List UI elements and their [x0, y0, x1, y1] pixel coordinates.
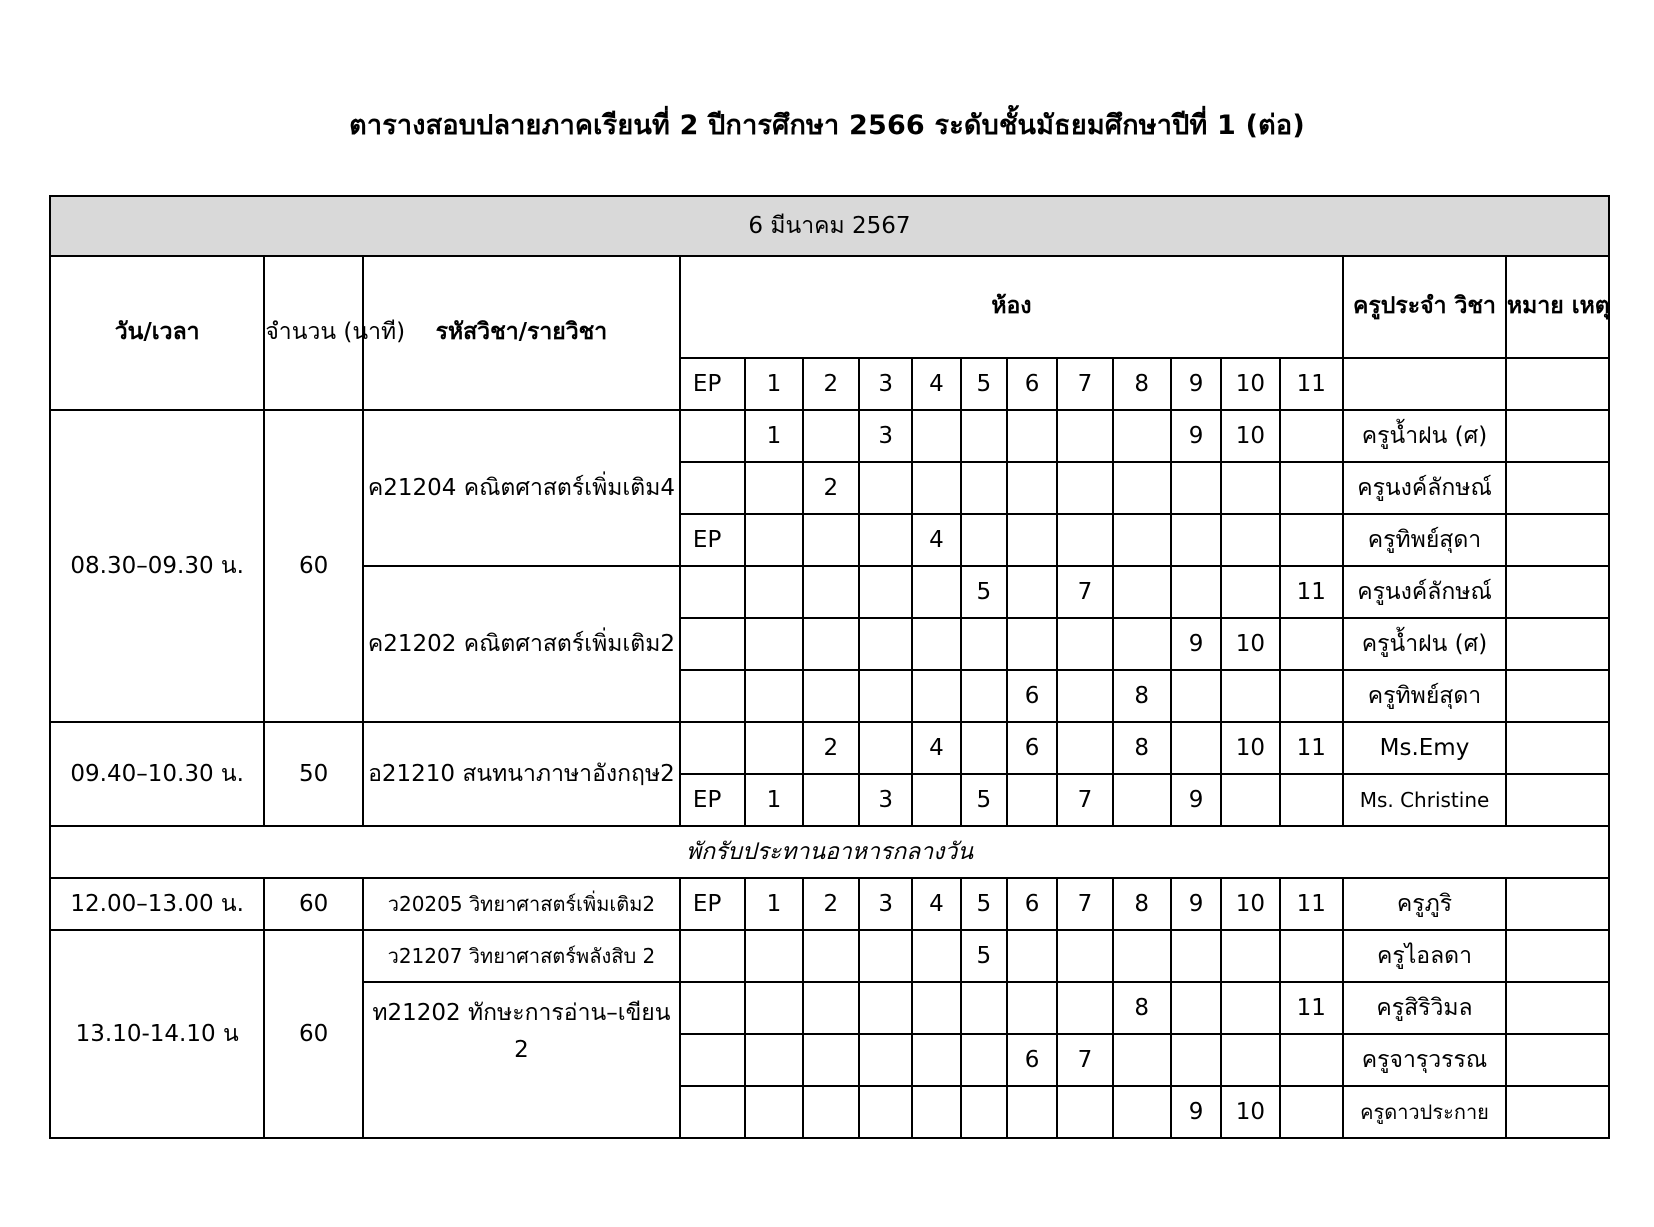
exam-schedule-table	[49, 195, 1610, 1139]
header-room-5: 5	[961, 358, 1007, 410]
room-cell-10	[1221, 514, 1279, 566]
room-cell-2	[803, 566, 859, 618]
room-cell-2	[803, 930, 859, 982]
note-cell	[1506, 774, 1609, 826]
room-cell-2: 2	[803, 722, 859, 774]
subject-name: ว20205 วิทยาศาสตร์เพิ่มเติม2	[363, 878, 680, 930]
room-cell-ep	[680, 1086, 745, 1138]
room-cell-6	[1007, 774, 1057, 826]
room-cell-7	[1057, 930, 1112, 982]
room-cell-5	[961, 1086, 1007, 1138]
room-cell-4: 4	[912, 722, 960, 774]
room-cell-9: 9	[1171, 878, 1221, 930]
room-cell-10	[1221, 774, 1279, 826]
room-cell-10: 10	[1221, 878, 1279, 930]
room-cell-2: 2	[803, 462, 859, 514]
room-cell-10	[1221, 982, 1279, 1034]
room-cell-4	[912, 930, 960, 982]
header-room-4: 4	[912, 358, 960, 410]
room-cell-3	[859, 930, 912, 982]
room-cell-10	[1221, 566, 1279, 618]
room-cell-3	[859, 1086, 912, 1138]
header-teacher: ครูประจำ วิชา	[1343, 256, 1506, 358]
room-cell-1	[745, 566, 802, 618]
note-cell	[1506, 722, 1609, 774]
teacher-name: ครูไอลดา	[1343, 930, 1506, 982]
room-cell-ep	[680, 722, 745, 774]
room-cell-ep: EP	[680, 774, 745, 826]
room-cell-2	[803, 410, 859, 462]
room-cell-10	[1221, 1034, 1279, 1086]
room-cell-3	[859, 566, 912, 618]
room-cell-2	[803, 514, 859, 566]
note-cell	[1506, 1086, 1609, 1138]
room-cell-3: 3	[859, 774, 912, 826]
exam-duration: 60	[264, 878, 363, 930]
room-cell-4	[912, 566, 960, 618]
exam-date: 6 มีนาคม 2567	[50, 196, 1609, 256]
room-cell-2	[803, 774, 859, 826]
room-cell-2	[803, 1086, 859, 1138]
room-cell-5: 5	[961, 566, 1007, 618]
room-cell-9	[1171, 1034, 1221, 1086]
room-cell-ep	[680, 410, 745, 462]
room-cell-4	[912, 410, 960, 462]
room-cell-1	[745, 618, 802, 670]
room-cell-10: 10	[1221, 722, 1279, 774]
schedule-row	[50, 722, 1609, 774]
schedule-row	[50, 930, 1609, 982]
room-cell-6	[1007, 410, 1057, 462]
exam-time: 08.30–09.30 น.	[50, 410, 264, 722]
header-duration: จำนวน (นาที)	[264, 256, 363, 410]
room-cell-6: 6	[1007, 1034, 1057, 1086]
room-cell-3: 3	[859, 410, 912, 462]
header-room-ep: EP	[680, 358, 745, 410]
note-cell	[1506, 878, 1609, 930]
subject-name: ค21202 คณิตศาสตร์เพิ่มเติม2	[363, 566, 680, 722]
room-cell-2	[803, 1034, 859, 1086]
note-cell	[1506, 566, 1609, 618]
room-cell-ep	[680, 982, 745, 1034]
room-cell-7: 7	[1057, 566, 1112, 618]
room-cell-3	[859, 722, 912, 774]
room-cell-4	[912, 462, 960, 514]
teacher-name: ครูภูริ	[1343, 878, 1506, 930]
room-cell-1	[745, 1086, 802, 1138]
room-cell-9	[1171, 930, 1221, 982]
room-cell-8: 8	[1113, 670, 1171, 722]
page-title: ตารางสอบปลายภาคเรียนที่ 2 ปีการศึกษา 2566 ระดับชั้นมัธยมศึกษาปีที่ 1 (ต่อ)	[349, 110, 1305, 141]
note-cell	[1506, 670, 1609, 722]
room-cell-7: 7	[1057, 774, 1112, 826]
room-cell-2: 2	[803, 878, 859, 930]
teacher-name: ครูจารุวรรณ	[1343, 1034, 1506, 1086]
lunch-break-label: พักรับประทานอาหารกลางวัน	[50, 826, 1609, 878]
room-cell-10	[1221, 670, 1279, 722]
room-cell-11: 11	[1280, 982, 1343, 1034]
exam-time: 13.10-14.10 น	[50, 930, 264, 1138]
room-cell-11	[1280, 1034, 1343, 1086]
room-cell-3	[859, 1034, 912, 1086]
room-cell-1: 1	[745, 878, 802, 930]
room-cell-9	[1171, 566, 1221, 618]
room-cell-1	[745, 930, 802, 982]
room-cell-4	[912, 982, 960, 1034]
subject-name: อ21210 สนทนาภาษาอังกฤษ2	[363, 722, 680, 826]
header-time: วัน/เวลา	[50, 256, 264, 410]
room-cell-ep	[680, 566, 745, 618]
header-room-9: 9	[1171, 358, 1221, 410]
room-cell-10: 10	[1221, 410, 1279, 462]
room-cell-8	[1113, 618, 1171, 670]
room-cell-9	[1171, 462, 1221, 514]
teacher-name: Ms.Emy	[1343, 722, 1506, 774]
room-cell-1	[745, 670, 802, 722]
room-cell-7	[1057, 410, 1112, 462]
room-cell-4	[912, 774, 960, 826]
schedule-row	[50, 878, 1609, 930]
teacher-name: ครูนงค์ลักษณ์	[1343, 462, 1506, 514]
room-cell-4	[912, 670, 960, 722]
room-cell-4	[912, 1086, 960, 1138]
room-cell-8: 8	[1113, 878, 1171, 930]
subject-name: ท21202 ทักษะการอ่าน–เขียน 2	[363, 982, 680, 1138]
room-cell-3	[859, 982, 912, 1034]
room-cell-8	[1113, 1086, 1171, 1138]
room-cell-11	[1280, 670, 1343, 722]
room-cell-11	[1280, 774, 1343, 826]
room-cell-7	[1057, 618, 1112, 670]
room-cell-1	[745, 982, 802, 1034]
note-cell	[1506, 514, 1609, 566]
room-cell-2	[803, 618, 859, 670]
room-cell-4	[912, 618, 960, 670]
room-cell-8	[1113, 410, 1171, 462]
header-room-10: 10	[1221, 358, 1279, 410]
room-cell-8	[1113, 930, 1171, 982]
room-cell-1	[745, 722, 802, 774]
room-cell-5	[961, 618, 1007, 670]
room-cell-3	[859, 514, 912, 566]
room-cell-9: 9	[1171, 774, 1221, 826]
room-cell-4	[912, 1034, 960, 1086]
room-cell-6	[1007, 514, 1057, 566]
room-cell-8	[1113, 462, 1171, 514]
room-cell-9: 9	[1171, 618, 1221, 670]
room-cell-4: 4	[912, 878, 960, 930]
room-cell-11	[1280, 1086, 1343, 1138]
room-cell-ep	[680, 1034, 745, 1086]
teacher-name: ครูน้ำฝน (ศ)	[1343, 618, 1506, 670]
room-cell-ep	[680, 618, 745, 670]
room-cell-5	[961, 982, 1007, 1034]
header-teacher-empty	[1343, 358, 1506, 410]
lunch-row	[50, 826, 1609, 878]
header-room-11: 11	[1280, 358, 1343, 410]
room-cell-11: 11	[1280, 566, 1343, 618]
room-cell-5: 5	[961, 930, 1007, 982]
exam-duration: 60	[264, 930, 363, 1138]
room-cell-8: 8	[1113, 982, 1171, 1034]
teacher-name: ครูทิพย์สุดา	[1343, 670, 1506, 722]
room-cell-2	[803, 670, 859, 722]
teacher-name: ครูน้ำฝน (ศ)	[1343, 410, 1506, 462]
room-cell-6	[1007, 982, 1057, 1034]
teacher-name: ครูทิพย์สุดา	[1343, 514, 1506, 566]
room-cell-6	[1007, 930, 1057, 982]
room-cell-11	[1280, 514, 1343, 566]
room-cell-7	[1057, 462, 1112, 514]
room-cell-3	[859, 670, 912, 722]
room-cell-6	[1007, 1086, 1057, 1138]
room-cell-6: 6	[1007, 670, 1057, 722]
exam-time: 09.40–10.30 น.	[50, 722, 264, 826]
room-cell-10: 10	[1221, 618, 1279, 670]
room-cell-ep	[680, 462, 745, 514]
room-cell-6	[1007, 618, 1057, 670]
room-cell-8	[1113, 774, 1171, 826]
note-cell	[1506, 930, 1609, 982]
room-cell-9	[1171, 982, 1221, 1034]
room-cell-6: 6	[1007, 722, 1057, 774]
room-cell-5	[961, 462, 1007, 514]
room-cell-10	[1221, 462, 1279, 514]
note-cell	[1506, 982, 1609, 1034]
room-cell-3	[859, 618, 912, 670]
header-room-8: 8	[1113, 358, 1171, 410]
header-room-6: 6	[1007, 358, 1057, 410]
subject-name: ค21204 คณิตศาสตร์เพิ่มเติม4	[363, 410, 680, 566]
room-cell-1	[745, 1034, 802, 1086]
note-cell	[1506, 410, 1609, 462]
note-cell	[1506, 462, 1609, 514]
room-cell-10: 10	[1221, 1086, 1279, 1138]
header-note: หมาย เหตุ	[1506, 256, 1609, 358]
room-cell-11	[1280, 930, 1343, 982]
room-cell-6	[1007, 566, 1057, 618]
note-cell	[1506, 1034, 1609, 1086]
room-cell-8	[1113, 566, 1171, 618]
room-cell-5	[961, 410, 1007, 462]
subject-name: ว21207 วิทยาศาสตร์พลังสิบ 2	[363, 930, 680, 982]
room-cell-5	[961, 1034, 1007, 1086]
room-cell-10	[1221, 930, 1279, 982]
room-cell-5	[961, 722, 1007, 774]
note-cell	[1506, 618, 1609, 670]
room-cell-1	[745, 514, 802, 566]
exam-duration: 60	[264, 410, 363, 722]
header-room-2: 2	[803, 358, 859, 410]
room-cell-9	[1171, 722, 1221, 774]
room-cell-6: 6	[1007, 878, 1057, 930]
room-cell-11	[1280, 462, 1343, 514]
room-cell-5	[961, 670, 1007, 722]
header-subject: รหัสวิชา/รายวิชา	[363, 256, 680, 410]
room-cell-5	[961, 514, 1007, 566]
room-cell-ep: EP	[680, 514, 745, 566]
room-cell-8	[1113, 1034, 1171, 1086]
room-cell-7: 7	[1057, 878, 1112, 930]
header-room-7: 7	[1057, 358, 1112, 410]
room-cell-9	[1171, 514, 1221, 566]
room-cell-3: 3	[859, 878, 912, 930]
room-cell-6	[1007, 462, 1057, 514]
room-cell-2	[803, 982, 859, 1034]
room-cell-11: 11	[1280, 722, 1343, 774]
header-room-3: 3	[859, 358, 912, 410]
room-cell-3	[859, 462, 912, 514]
room-cell-9: 9	[1171, 1086, 1221, 1138]
teacher-name: ครูดาวประกาย	[1343, 1086, 1506, 1138]
teacher-name: ครูสิริวิมล	[1343, 982, 1506, 1034]
teacher-name: ครูนงค์ลักษณ์	[1343, 566, 1506, 618]
room-cell-1: 1	[745, 410, 802, 462]
room-cell-9	[1171, 670, 1221, 722]
room-cell-11	[1280, 618, 1343, 670]
room-cell-7	[1057, 670, 1112, 722]
exam-duration: 50	[264, 722, 363, 826]
room-cell-8	[1113, 514, 1171, 566]
room-cell-11: 11	[1280, 878, 1343, 930]
room-cell-11	[1280, 410, 1343, 462]
room-cell-ep	[680, 670, 745, 722]
schedule-row	[50, 410, 1609, 462]
room-cell-7	[1057, 514, 1112, 566]
header-note-empty	[1506, 358, 1609, 410]
room-cell-7	[1057, 1086, 1112, 1138]
room-cell-7	[1057, 722, 1112, 774]
room-cell-7	[1057, 982, 1112, 1034]
room-cell-4: 4	[912, 514, 960, 566]
room-cell-9: 9	[1171, 410, 1221, 462]
room-cell-1: 1	[745, 774, 802, 826]
room-cell-5: 5	[961, 878, 1007, 930]
room-cell-ep: EP	[680, 878, 745, 930]
header-room-1: 1	[745, 358, 802, 410]
room-cell-1	[745, 462, 802, 514]
teacher-name: Ms. Christine	[1343, 774, 1506, 826]
header-room: ห้อง	[680, 256, 1343, 358]
exam-time: 12.00–13.00 น.	[50, 878, 264, 930]
room-cell-8: 8	[1113, 722, 1171, 774]
room-cell-7: 7	[1057, 1034, 1112, 1086]
room-cell-5: 5	[961, 774, 1007, 826]
room-cell-ep	[680, 930, 745, 982]
